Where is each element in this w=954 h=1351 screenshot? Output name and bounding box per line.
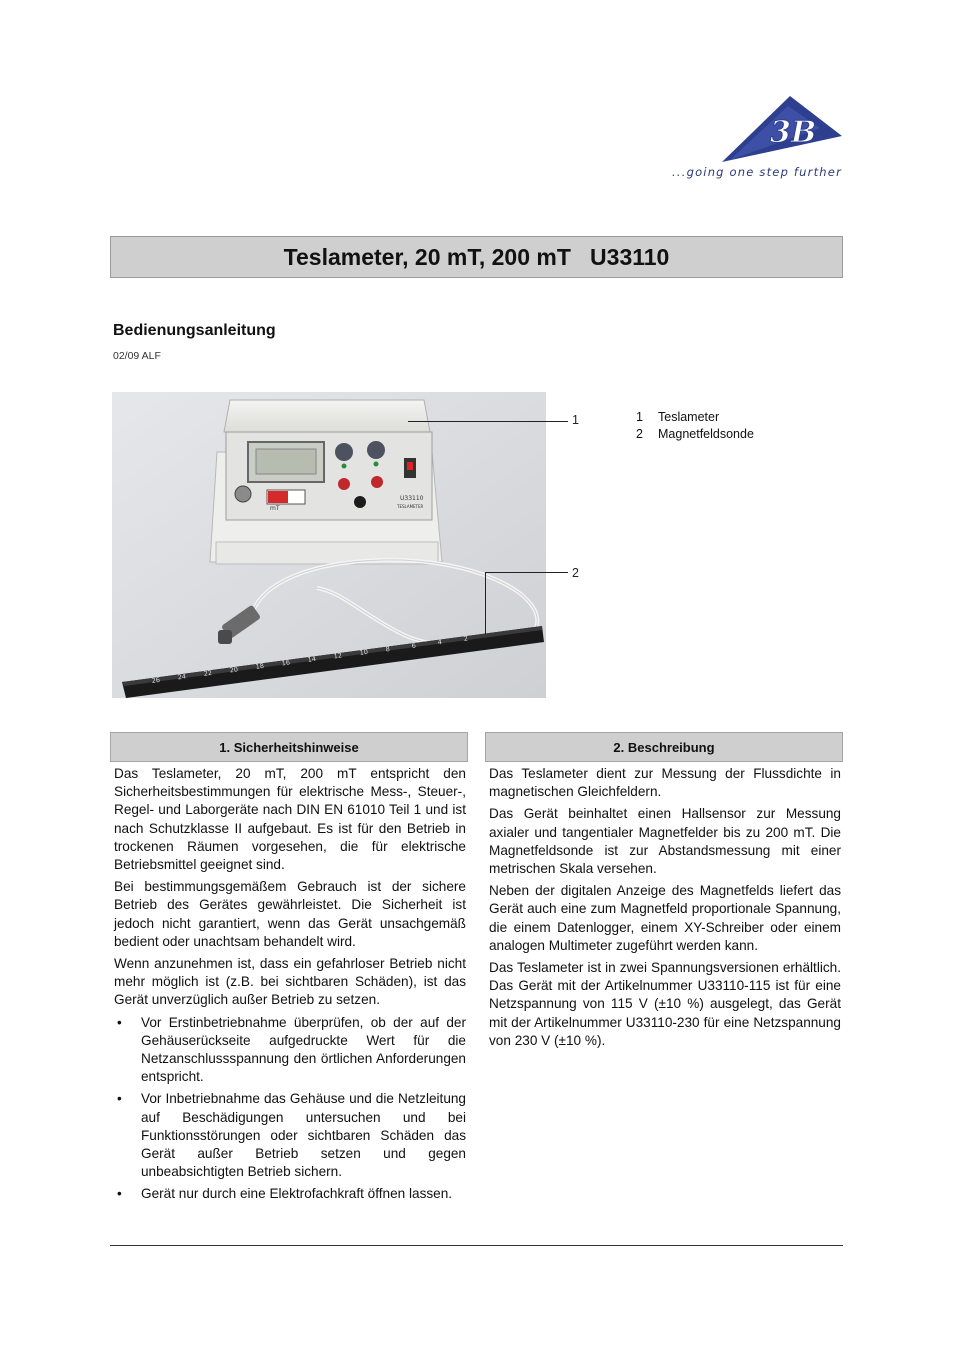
callout-line-1	[408, 421, 568, 422]
paragraph: Das Teslameter ist in zwei Spannungsversionen erhältlich. Das Gerät mit der Artikelnummer U33110-115 ist für eine Netzspannung von 115 V (±10 %) ausgelegt, das Gerät mit der Artikelnummer U33110-230 für eine Netzspannung von 230 V (±10 %).	[489, 960, 841, 1048]
svg-text:R: R	[821, 127, 827, 135]
range-switch-label: mT	[270, 505, 280, 512]
bullet-list	[114, 1014, 466, 1204]
device-label: U33110	[400, 495, 424, 502]
list-item	[114, 1185, 466, 1203]
paragraph: Das Gerät beinhaltet einen Hallsensor zur Messung axialer und tangentialer Magnetfelder bis zu 200 mT. Die Magnetfeldsonde ist zur Abstandsmessung mit einer metrischen Skala versehen.	[489, 806, 841, 877]
paragraph: Wenn anzunehmen ist, dass ein gefahrloser Betrieb nicht mehr möglich ist (z.B. bei sichtbaren Schäden), ist das Gerät unverzüglich außer Betrieb zu setzen.	[114, 956, 466, 1008]
legend-number: 1	[636, 410, 643, 424]
probe-scale-label: 22	[203, 668, 213, 678]
bullet-icon: •	[117, 1186, 122, 1202]
date-code: 02/09 ALF	[113, 350, 161, 362]
legend-item	[636, 426, 754, 443]
probe-scale-label: 6	[411, 641, 417, 650]
probe-scale-label: 18	[255, 661, 265, 671]
paragraph: Das Teslameter dient zur Messung der Flussdichte in magnetischen Gleichfeldern.	[489, 766, 841, 800]
list-item-text: Vor Erstinbetriebnahme überprüfen, ob der auf der Gehäuserückseite aufgedruckte Wert für die Netzanschlussspannung den örtlichen Anforderungen entspricht.	[141, 1014, 466, 1085]
probe-scale-label: 16	[281, 658, 291, 668]
footer-rule	[110, 1245, 843, 1246]
paragraph: Neben der digitalen Anzeige des Magnetfelds liefert das Gerät auch eine zum Magnetfeld proportionale Spannung, die einem Datenlogger, einem XY-Schreiber oder einem analogen Multimeter zugeführt werden kann.	[489, 883, 841, 953]
probe-scale-label: 24	[177, 672, 187, 682]
title-bar	[110, 236, 843, 278]
callout-number-1: 1	[572, 413, 579, 427]
list-item-text: Vor Inbetriebnahme das Gehäuse und die Netzleitung auf Beschädigungen untersuchen und bei Funktionsstörungen oder sichtbaren Schäden das Gerät außer Betrieb setzen und gegen unbeabsichtigten Betrieb sichern.	[141, 1091, 466, 1180]
callout-number-2: 2	[572, 566, 579, 580]
legend-number: 2	[636, 427, 643, 441]
callout-line-2	[485, 572, 568, 573]
product-code: U33110	[590, 243, 670, 270]
device-sublabel: TESLAMETER	[397, 504, 424, 509]
list-item	[114, 1014, 466, 1087]
figure-legend	[636, 409, 754, 443]
bullet-icon: •	[117, 1091, 122, 1107]
paragraph: Bei bestimmungsgemäßem Gebrauch ist der sichere Betrieb des Gerätes gewährleistet. Die Sicherheit ist jedoch nicht garantiert, wenn das Gerät unsachgemäß bedient oder unachtsam behandelt wird.	[114, 879, 466, 949]
section-body-description	[489, 765, 841, 1054]
section-heading-description: 2. Beschreibung	[485, 732, 843, 762]
callout-line-2-vertical	[485, 572, 486, 634]
list-item-text: Gerät nur durch eine Elektrofachkraft öffnen lassen.	[141, 1186, 453, 1202]
probe-scale-label: 8	[385, 644, 391, 654]
probe-scale-label: 26	[151, 675, 161, 685]
probe-scale-label: 2	[463, 634, 469, 643]
document-title: Teslameter, 20 mT, 200 mT	[283, 243, 571, 270]
legend-label: Magnetfeldsonde	[658, 427, 754, 441]
section-body-safety	[114, 765, 466, 1208]
document-subtitle: Bedienungsanleitung	[113, 322, 276, 339]
section-heading-safety: 1. Sicherheitshinweise	[110, 732, 468, 762]
probe-scale-label: 14	[307, 654, 317, 664]
legend-item	[636, 409, 754, 426]
legend-label: Teslameter	[658, 410, 720, 424]
logo-text: 3B	[770, 115, 817, 150]
list-item	[114, 1090, 466, 1181]
product-photo	[112, 392, 546, 698]
probe-scale-label: 10	[359, 647, 369, 657]
probe-scale-label: 20	[229, 665, 239, 675]
brand-tagline: ...going one step further	[672, 165, 842, 179]
paragraph: Das Teslameter, 20 mT, 200 mT entspricht den Sicherheitsbestimmungen für elektrische Mess-, Steuer-, Regel- und Laborgeräte nach DIN EN 61010 Teil 1 und ist nach Schutzklasse II aufgebaut. Es ist für den Betrieb in trockenen Räumen vorgesehen, die für elektrische Betriebsmittel geeignet sind.	[114, 766, 466, 873]
probe-scale-label: 4	[437, 637, 443, 647]
probe-scale-label: 12	[333, 651, 343, 661]
bullet-icon: •	[117, 1014, 122, 1030]
